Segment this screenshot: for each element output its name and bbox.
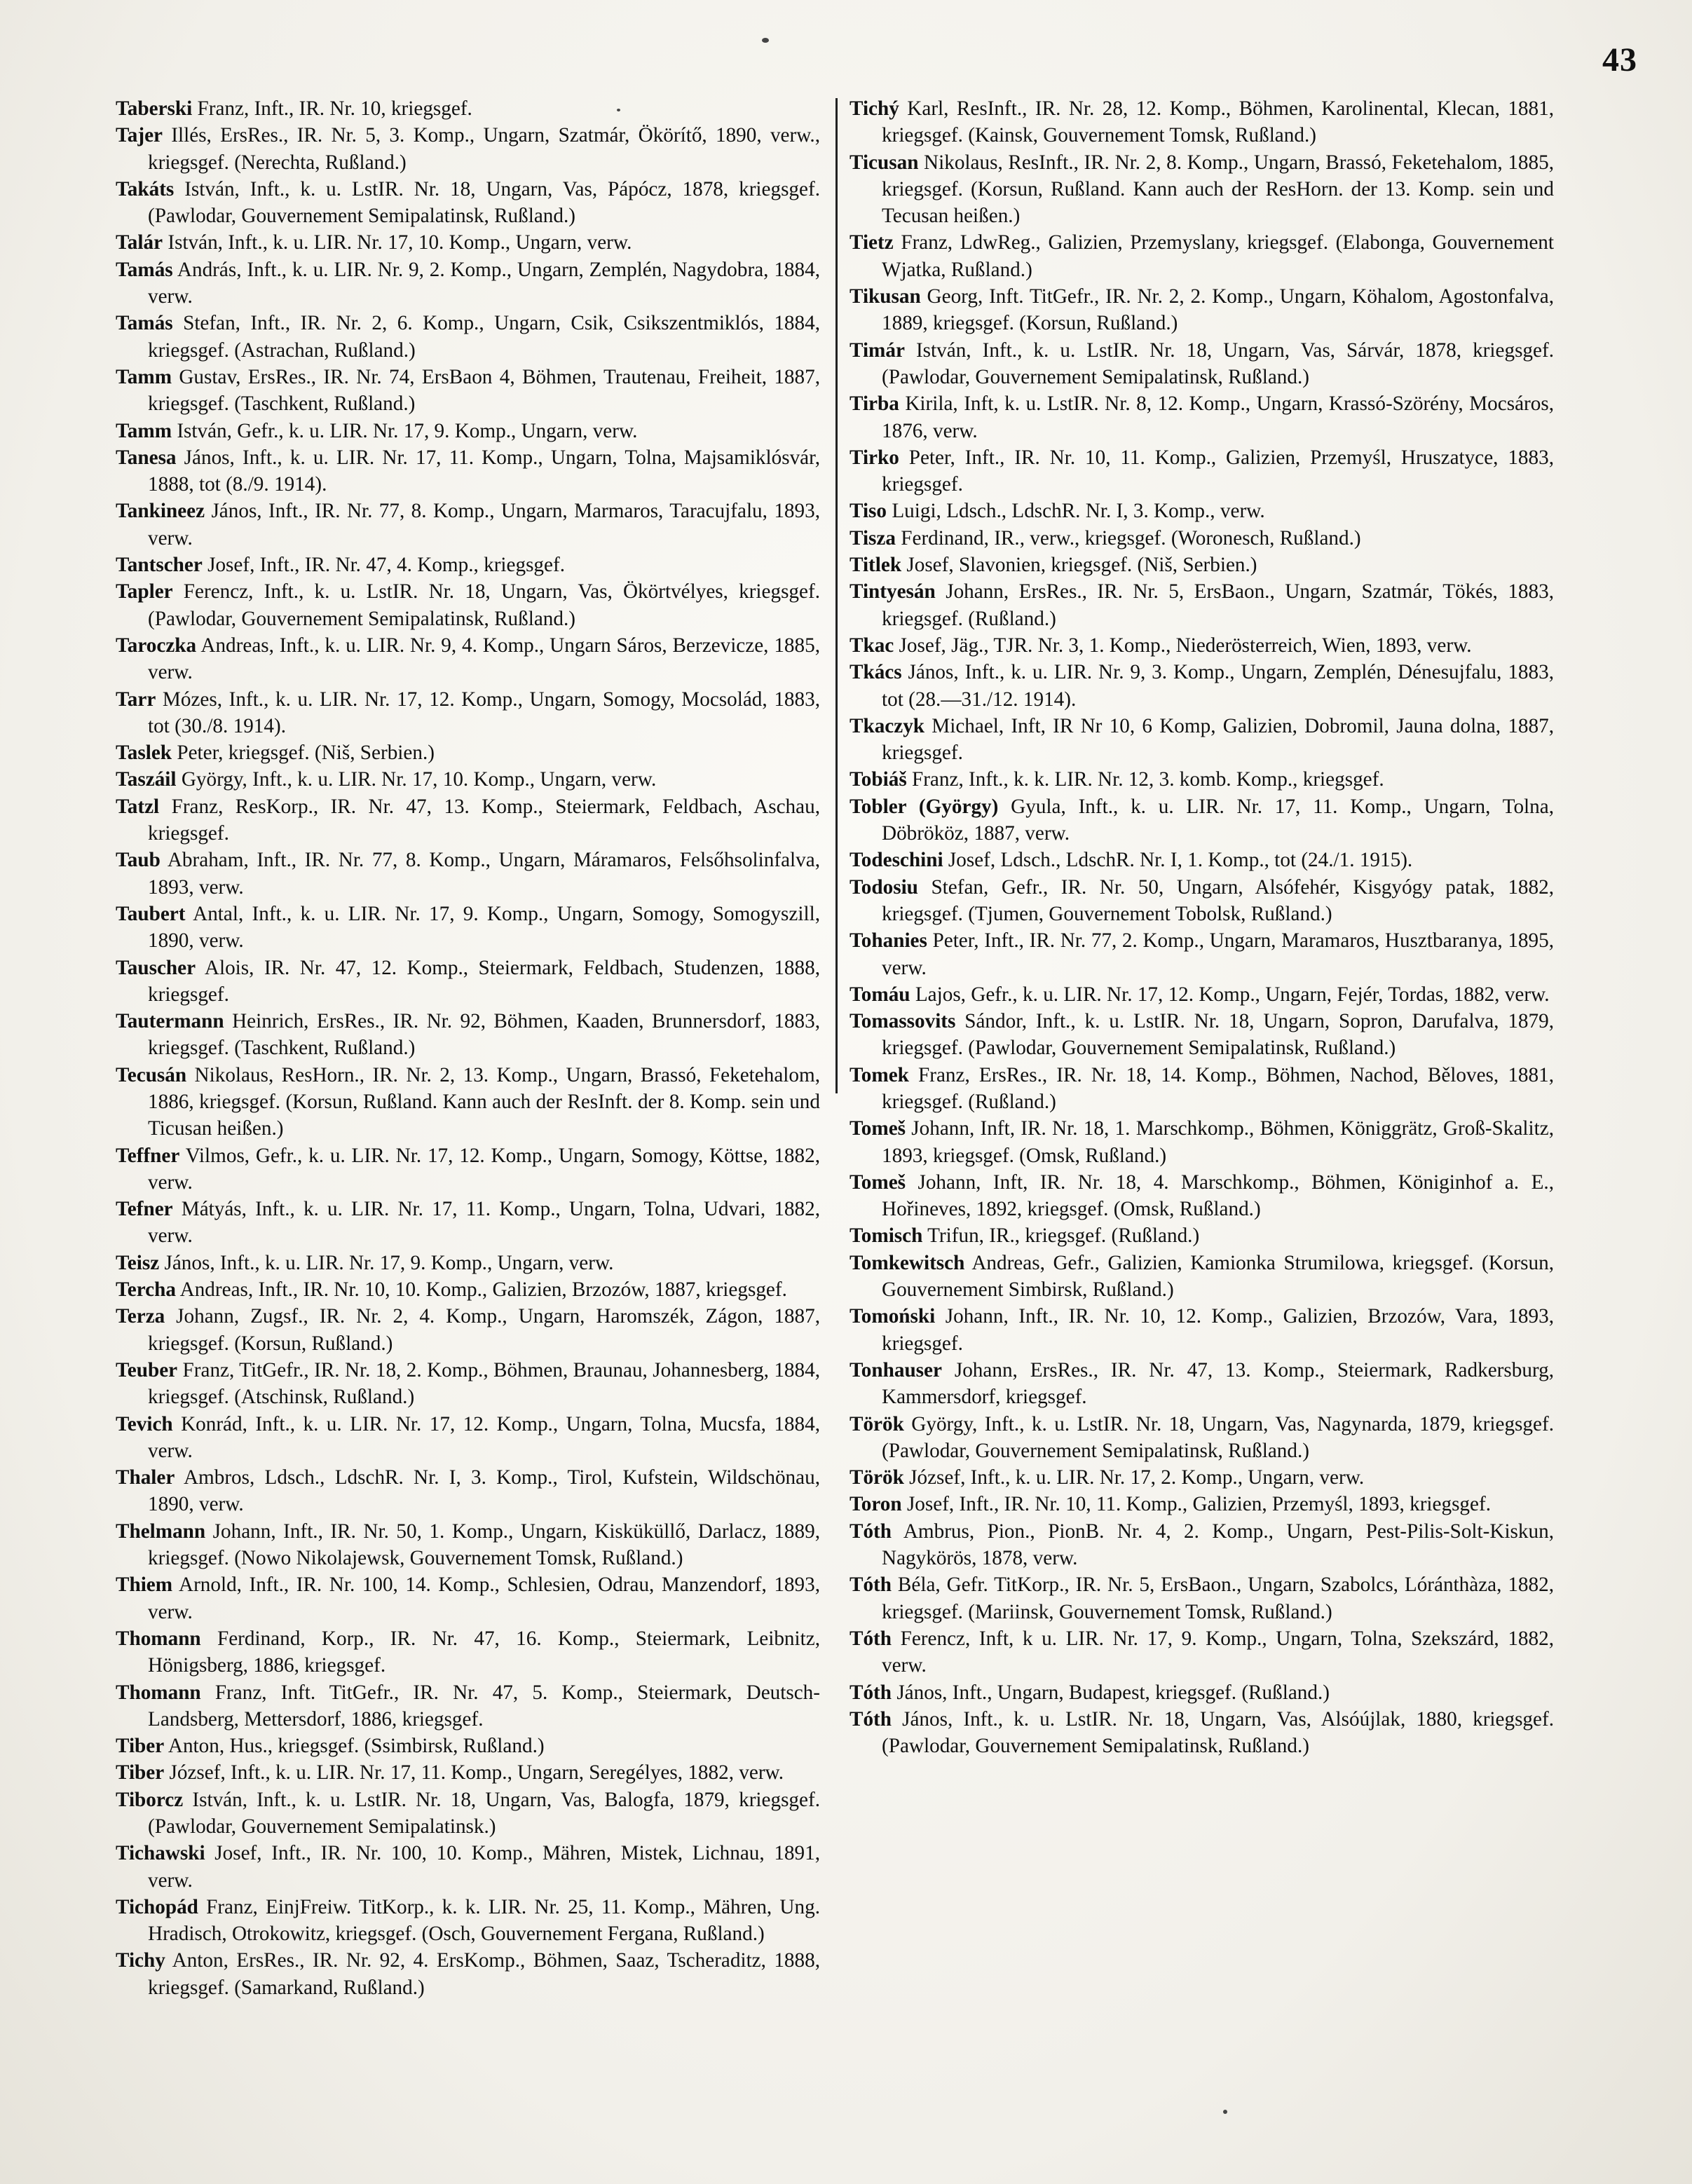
entry-surname: Todeschini [850,849,943,872]
entry-details: Franz, TitGefr., IR. Nr. 18, 2. Komp., Böhmen, Braunau, Johannesberg, 1884, kriegsgef. (Atschinsk, Rußland.) [148,1358,820,1409]
entry-details: Anton, ErsRes., IR. Nr. 92, 4. ErsKomp., Böhmen, Saaz, Tscheraditz, 1888, kriegsgef. (Samarkand, Rußland.) [148,1949,820,1999]
entry-details: Kirila, Inft, k. u. LstIR. Nr. 8, 12. Komp., Ungarn, Krassó-Szörény, Mocsáros, 1876, verw. [882,393,1554,442]
entry-surname: Thiem [116,1574,173,1597]
entry-details: Johann, Inft, IR. Nr. 18, 1. Marschkomp., Böhmen, Königgrätz, Groß-Skalitz, 1893, kriegsgef. (Omsk, Rußland.) [882,1117,1554,1167]
entry-surname: Tomassovits [850,1010,956,1033]
list-item [850,1625,1554,1679]
entry-surname: Tikusan [850,285,921,308]
entry-details: György, Inft., k. u. LIR. Nr. 17, 10. Komp., Ungarn, verw. [176,768,657,791]
entry-details: János, Inft., k. u. LIR. Nr. 17, 11. Komp., Ungarn, Tolna, Majsamiklósvár, 1888, tot (8./9. 1914). [148,446,820,496]
list-item [116,1733,820,1759]
list-item [116,793,820,847]
list-item [116,176,820,230]
entry-details: Franz, EinjFreiw. TitKorp., k. k. LIR. Nr. 25, 11. Komp., Mähren, Ung. Hradisch, Otrokowitz, kriegsgef. (Osch, Gouvernement Fergana, Rußland.) [148,1895,820,1946]
list-item [116,901,820,955]
list-item [116,766,820,793]
entry-details: János, Inft., k. u. LstIR. Nr. 18, Ungarn, Vas, Alsóújlak, 1880, kriegsgef. (Pawlodar, Gouvernement Semipalatinsk, Rußland.) [882,1707,1554,1758]
print-speck [762,38,769,43]
entry-details: Gustav, ErsRes., IR. Nr. 74, ErsBaon 4, Böhmen, Trautenau, Freiheit, 1887, kriegsgef. (Taschkent, Rußland.) [148,365,820,416]
list-item [116,1276,820,1303]
list-item [850,1706,1554,1760]
entry-details: József, Inft., k. u. LIR. Nr. 17, 11. Komp., Ungarn, Seregélyes, 1882, verw. [164,1761,784,1784]
entry-details: Franz, LdwReg., Galizien, Przemyslany, kriegsgef. (Elabonga, Gouvernement Wjatka, Rußland.) [882,231,1554,281]
entry-details: Antal, Inft., k. u. LIR. Nr. 17, 9. Komp., Ungarn, Somogy, Somogyszill, 1890, verw. [148,902,820,953]
list-item [850,525,1554,552]
list-item [116,739,820,766]
entry-surname: Tanesa [116,446,177,469]
entry-surname: Tiber [116,1761,165,1784]
entry-surname: Tatzl [116,795,160,818]
entry-details: János, Inft., k. u. LIR. Nr. 9, 3. Komp., Ungarn, Zemplén, Dénesujfalu, 1883, tot (28.—31./12. 1914). [882,661,1554,711]
entry-details: Sándor, Inft., k. u. LstIR. Nr. 18, Ungarn, Sopron, Darufalva, 1879, kriegsgef. (Pawlodar, Gouvernement Semipalatinsk, Rußland.) [882,1010,1554,1060]
list-item [116,229,820,256]
entry-surname: Tkaczyk [850,714,925,737]
entry-surname: Tkács [850,661,902,684]
list-item [850,793,1554,847]
list-item [116,1787,820,1841]
entry-details: Franz, Inft., IR. Nr. 10, kriegsgef. [192,97,472,120]
entry-details: Karl, ResInft., IR. Nr. 28, 12. Komp., Böhmen, Karolinental, Klecan, 1881, kriegsgef. (Kainsk, Gouvernement Tomsk, Rußland.) [882,97,1554,147]
list-item [116,364,820,418]
list-item [850,229,1554,283]
entry-surname: Tirba [850,393,899,416]
entry-details: István, Inft., k. u. LIR. Nr. 17, 10. Komp., Ungarn, verw. [163,231,632,254]
print-speck [617,109,620,111]
list-item [116,632,820,686]
list-item [850,632,1554,659]
entry-surname: Tóth [850,1681,892,1704]
list-item [850,659,1554,713]
list-item [850,1464,1554,1491]
list-item [850,1115,1554,1169]
entry-surname: Tobler (György) [850,795,999,818]
list-item [850,1357,1554,1411]
list-item [116,686,820,740]
list-item [850,578,1554,632]
entry-surname: Tamm [116,365,172,388]
entry-surname: Tiso [850,500,887,523]
entry-surname: Tóth [850,1574,892,1597]
entry-details: Ferdinand, IR., verw., kriegsgef. (Woronesch, Rußland.) [895,526,1361,550]
entry-surname: Tkac [850,634,894,657]
entry-surname: Tisza [850,526,896,550]
entry-surname: Tomeš [850,1171,906,1194]
list-item [850,498,1554,524]
list-item [116,310,820,364]
list-item [850,1303,1554,1357]
list-item [850,766,1554,793]
entry-surname: Titlek [850,554,902,577]
right-column [850,95,1554,1759]
list-item [116,1008,820,1062]
entry-surname: Török [850,1412,904,1435]
list-item [116,122,820,176]
list-item [116,498,820,552]
entry-surname: Tomoński [850,1305,936,1328]
list-item [116,1464,820,1518]
entry-details: Andreas, Gefr., Galizien, Kamionka Strumilowa, kriegsgef. (Korsun, Gouvernement Simbirsk, Rußland.) [882,1251,1554,1302]
entry-surname: Tapler [116,580,173,603]
list-item [850,337,1554,391]
list-item [116,1679,820,1733]
list-item [116,1303,820,1357]
list-item [116,1518,820,1572]
list-item [850,1222,1554,1249]
entry-details: Arnold, Inft., IR. Nr. 100, 14. Komp., Schlesien, Odrau, Manzendorf, 1893, verw. [148,1574,820,1623]
list-item [116,1062,820,1142]
entry-surname: Tevich [116,1412,173,1435]
entry-details: Johann, Inft, IR. Nr. 18, 4. Marschkomp., Böhmen, Königinhof a. E., Hořineves, 1892, kriegsgef. (Omsk, Rußland.) [882,1171,1554,1221]
entry-details: János, Inft., Ungarn, Budapest, kriegsgef. (Rußland.) [892,1681,1330,1704]
list-item [850,1491,1554,1517]
entry-surname: Tankineez [116,500,205,523]
entry-details: István, Inft., k. u. LstIR. Nr. 18, Ungarn, Vas, Balogfa, 1879, kriegsgef. (Pawlodar, Gouvernement Semipalatinsk.) [148,1788,820,1838]
entry-surname: Toron [850,1493,902,1516]
entry-surname: Taslek [116,742,172,765]
list-item [850,1518,1554,1572]
entry-surname: Timár [850,339,905,362]
entry-details: Johann, Zugsf., IR. Nr. 2, 4. Komp., Ungarn, Haromszék, Zágon, 1887, kriegsgef. (Korsun, Rußland.) [148,1305,820,1355]
entry-details: István, Gefr., k. u. LIR. Nr. 17, 9. Komp., Ungarn, verw. [172,419,638,442]
entry-surname: Tautermann [116,1010,224,1033]
entry-details: Josef, Inft., IR. Nr. 100, 10. Komp., Mähren, Mistek, Lichnau, 1891, verw. [148,1842,820,1892]
entry-details: Anton, Hus., kriegsgef. (Ssimbirsk, Rußland.) [164,1735,545,1758]
entry-surname: Tomek [850,1063,909,1086]
entry-details: János, Inft., IR. Nr. 77, 8. Komp., Ungarn, Marmaros, Taracujfalu, 1893, verw. [148,500,820,550]
list-item [116,1840,820,1894]
entry-surname: Tobiáš [850,768,907,791]
entry-surname: Tomeš [850,1117,906,1140]
list-item [850,552,1554,578]
page-number: 43 [1602,41,1637,79]
list-item [850,1571,1554,1625]
list-item [850,1169,1554,1223]
entry-details: Franz, ErsRes., IR. Nr. 18, 14. Komp., Böhmen, Nachod, Běloves, 1881, kriegsgef. (Rußland.) [882,1063,1554,1113]
entry-details: Illés, ErsRes., IR. Nr. 5, 3. Komp., Ungarn, Szatmár, Ökörítő, 1890, verw., kriegsgef. (Nerechta, Rußland.) [148,124,820,174]
entry-surname: Tichy [116,1949,165,1972]
entry-details: Josef, Ldsch., LdschR. Nr. I, 1. Komp., tot (24./1. 1915). [943,849,1413,872]
entry-surname: Tóth [850,1627,892,1650]
entry-details: Michael, Inft, IR Nr 10, 6 Komp, Galizien, Dobromil, Jauna dolna, 1887, kriegsgef. [882,714,1554,765]
entry-details: István, Inft., k. u. LstIR. Nr. 18, Ungarn, Vas, Sárvár, 1878, kriegsgef. (Pawlodar, Gouvernement Semipalatinsk, Rußland.) [882,339,1554,388]
entry-details: Trifun, IR., kriegsgef. (Rußland.) [922,1224,1200,1248]
entry-surname: Thomann [116,1627,201,1650]
list-item [850,1008,1554,1062]
list-item [850,444,1554,498]
entry-surname: Taub [116,849,161,872]
entry-details: Alois, IR. Nr. 47, 12. Komp., Steiermark, Feldbach, Studenzen, 1888, kriegsgef. [148,956,820,1006]
list-item [850,390,1554,444]
entry-surname: Ticusan [850,151,919,174]
list-item [850,95,1554,149]
list-item [116,1894,820,1948]
entry-surname: Tomkewitsch [850,1251,965,1274]
entry-surname: Tichý [850,97,899,120]
entry-surname: Tarr [116,688,156,711]
entry-details: Georg, Inft. TitGefr., IR. Nr. 2, 2. Komp., Ungarn, Köhalom, Agostonfalva, 1889, kriegsgef. (Korsun, Rußland.) [882,285,1554,335]
entry-details: Franz, ResKorp., IR. Nr. 47, 13. Komp., Steiermark, Feldbach, Aschau, kriegsgef. [148,795,820,845]
entry-surname: Tohanies [850,929,927,953]
list-item [850,981,1554,1008]
entry-surname: Talár [116,231,163,254]
list-item [116,1625,820,1679]
entry-details: Peter, Inft., IR. Nr. 10, 11. Komp., Galizien, Przemyśl, Hruszatyce, 1883, kriegsgef. [882,446,1554,496]
entry-surname: Tietz [850,231,894,254]
entry-surname: Tefner [116,1198,173,1221]
entry-surname: Tamm [116,419,172,442]
entry-surname: Tóth [850,1520,892,1543]
entry-details: Nikolaus, ResInft., IR. Nr. 2, 8. Komp., Ungarn, Brassó, Feketehalom, 1885, kriegsgef. (Korsun, Rußland. Kann auch der ResHorn. der 13. Komp. sein und Tecusan heißen.) [882,151,1554,228]
entry-details: Ferencz, Inft, k u. LIR. Nr. 17, 9. Komp., Ungarn, Tolna, Szekszárd, 1882, verw. [882,1627,1554,1677]
entry-surname: Tiber [116,1735,165,1758]
entry-details: Andreas, Inft., IR. Nr. 10, 10. Komp., Galizien, Brzozów, 1887, kriegsgef. [175,1278,787,1302]
list-item [850,1250,1554,1304]
list-item [116,1947,820,2001]
entry-details: Ambrus, Pion., PionB. Nr. 4, 2. Komp., Ungarn, Pest-Pilis-Solt-Kiskun, Nagykörös, 1878, verw. [882,1520,1554,1570]
list-item [850,874,1554,928]
entry-surname: Tajer [116,124,163,147]
entry-details: Johann, Inft., IR. Nr. 10, 12. Komp., Galizien, Brzozów, Vara, 1893, kriegsgef. [882,1305,1554,1355]
list-item [116,1759,820,1786]
entry-surname: Tichopád [116,1895,198,1918]
entry-details: Vilmos, Gefr., k. u. LIR. Nr. 17, 12. Komp., Ungarn, Somogy, Köttse, 1882, verw. [148,1144,820,1194]
list-item [116,95,820,122]
entry-details: Andreas, Inft., k. u. LIR. Nr. 9, 4. Komp., Ungarn Sáros, Berzevicze, 1885, verw. [148,634,820,684]
entry-details: Peter, Inft., IR. Nr. 77, 2. Komp., Ungarn, Maramaros, Husztbaranya, 1895, verw. [882,929,1554,979]
entry-details: Nikolaus, ResHorn., IR. Nr. 2, 13. Komp., Ungarn, Brassó, Feketehalom, 1886, kriegsgef. (Korsun, Rußland. Kann auch der ResInft. der 8. Komp. sein und Ticusan heißen.) [148,1063,820,1140]
entry-details: Stefan, Gefr., IR. Nr. 50, Ungarn, Alsófehér, Kisgyógy patak, 1882, kriegsgef. (Tjumen, Gouvernement Tobolsk, Rußland.) [882,875,1554,925]
entry-details: Johann, ErsRes., IR. Nr. 47, 13. Komp., Steiermark, Radkersburg, Kammersdorf, kriegsgef. [882,1358,1554,1409]
entry-surname: Tauscher [116,956,196,979]
list-item [116,1357,820,1411]
entry-details: Ferencz, Inft., k. u. LstIR. Nr. 18, Ungarn, Vas, Ökörtvélyes, kriegsgef. (Pawlodar, Gouvernement Semipalatinsk, Rußland.) [148,580,820,630]
list-item [116,257,820,310]
entry-surname: Thaler [116,1466,175,1489]
entry-surname: Teffner [116,1144,180,1167]
entry-details: Lajos, Gefr., k. u. LIR. Nr. 17, 12. Komp., Ungarn, Fejér, Tordas, 1882, verw. [910,983,1550,1006]
print-speck [1223,2110,1227,2114]
list-item [116,444,820,498]
entry-surname: Taubert [116,902,186,925]
entry-details: Franz, Inft., k. k. LIR. Nr. 12, 3. komb. Komp., kriegsgef. [906,768,1384,791]
list-item [850,927,1554,981]
entry-details: János, Inft., k. u. LIR. Nr. 17, 9. Komp., Ungarn, verw. [159,1251,614,1274]
entry-surname: Tecusán [116,1063,187,1086]
list-item [116,1571,820,1625]
entry-surname: Tintyesán [850,580,936,603]
list-item [850,1679,1554,1706]
entry-surname: Tóth [850,1707,892,1731]
list-item [850,1062,1554,1116]
entry-surname: Tamás [116,312,173,335]
entry-surname: Terza [116,1305,165,1328]
entry-surname: Taszáil [116,768,177,791]
entry-surname: Tamás [116,258,173,281]
entry-details: Johann, Inft., IR. Nr. 50, 1. Komp., Ungarn, Kisküküllő, Darlacz, 1889, kriegsgef. (Nowo Nikolajewsk, Gouvernement Tomsk, Rußland.) [148,1520,820,1570]
entry-details: Heinrich, ErsRes., IR. Nr. 92, Böhmen, Kaaden, Brunnersdorf, 1883, kriegsgef. (Taschkent, Rußland.) [148,1010,820,1060]
list-item [116,1250,820,1276]
entry-details: Josef, Inft., IR. Nr. 47, 4. Komp., kriegsgef. [202,554,565,577]
list-item [850,149,1554,230]
entry-details: Mátyás, Inft., k. u. LIR. Nr. 17, 11. Komp., Ungarn, Tolna, Udvari, 1882, verw. [148,1198,820,1248]
entry-details: Josef, Inft., IR. Nr. 10, 11. Komp., Galizien, Przemyśl, 1893, kriegsgef. [901,1493,1491,1516]
entry-details: Johann, ErsRes., IR. Nr. 5, ErsBaon., Ungarn, Szatmár, Tökés, 1883, kriegsgef. (Rußland.) [882,580,1554,630]
entry-details: István, Inft., k. u. LstIR. Nr. 18, Ungarn, Vas, Pápócz, 1878, kriegsgef. (Pawlodar, Gouvernement Semipalatinsk, Rußland.) [148,177,820,228]
list-item [116,418,820,444]
entry-details: György, Inft., k. u. LstIR. Nr. 18, Ungarn, Vas, Nagynarda, 1879, kriegsgef. (Pawlodar, Gouvernement Semipalatinsk, Rußland.) [882,1412,1554,1462]
entry-surname: Taberski [116,97,193,120]
entry-surname: Taroczka [116,634,197,657]
entry-surname: Todosiu [850,875,918,899]
entry-surname: Thomann [116,1681,201,1704]
entry-details: Stefan, Inft., IR. Nr. 2, 6. Komp., Ungarn, Csik, Csikszentmiklós, 1884, kriegsgef. (Astrachan, Rußland.) [148,312,820,362]
list-item [850,847,1554,873]
entry-surname: Takáts [116,177,175,200]
entry-details: Luigi, Ldsch., LdschR. Nr. I, 3. Komp., verw. [887,500,1265,523]
entry-surname: Tercha [116,1278,176,1302]
entry-details: Peter, kriegsgef. (Niš, Serbien.) [172,742,435,765]
entry-surname: Tomáu [850,983,910,1006]
entry-surname: Tichawski [116,1842,205,1865]
entry-surname: Tonhauser [850,1358,942,1381]
list-item [850,283,1554,337]
list-item [850,713,1554,767]
entry-details: András, Inft., k. u. LIR. Nr. 9, 2. Komp., Ungarn, Zemplén, Nagydobra, 1884, verw. [148,258,820,308]
entry-surname: Tirko [850,446,899,469]
entry-details: Mózes, Inft., k. u. LIR. Nr. 17, 12. Komp., Ungarn, Somogy, Mocsolád, 1883, tot (30./8. 1914). [148,688,820,737]
entry-details: Josef, Jäg., TJR. Nr. 3, 1. Komp., Niederösterreich, Wien, 1893, verw. [894,634,1472,657]
entry-details: Konrád, Inft., k. u. LIR. Nr. 17, 12. Komp., Ungarn, Tolna, Mucsfa, 1884, verw. [148,1412,820,1462]
entry-details: Josef, Slavonien, kriegsgef. (Niš, Serbien.) [901,554,1257,577]
entry-surname: Thelmann [116,1520,206,1543]
entry-surname: Tiborcz [116,1788,184,1811]
list-item [850,1411,1554,1465]
left-column [116,95,820,2001]
entry-surname: Tomisch [850,1224,923,1248]
list-item [116,847,820,901]
entry-surname: Török [850,1466,904,1489]
entry-details: Gyula, Inft., k. u. LIR. Nr. 17, 11. Komp., Ungarn, Tolna, Döbrököz, 1887, verw. [882,795,1555,845]
entry-details: Ambros, Ldsch., LdschR. Nr. I, 3. Komp., Tirol, Kufstein, Wildschönau, 1890, verw. [148,1466,820,1516]
list-item [116,578,820,632]
column-divider [835,98,838,1093]
entry-details: Béla, Gefr. TitKorp., IR. Nr. 5, ErsBaon., Ungarn, Szabolcs, Lóránthàza, 1882, kriegsgef. (Mariinsk, Gouvernement Tomsk, Rußland.) [882,1574,1554,1623]
entry-surname: Teisz [116,1251,160,1274]
list-item [116,1196,820,1250]
list-item [116,1142,820,1196]
list-item [116,552,820,578]
entry-details: Ferdinand, Korp., IR. Nr. 47, 16. Komp., Steiermark, Leibnitz, Hönigsberg, 1886, kriegsgef. [148,1627,820,1677]
list-item [116,955,820,1009]
entry-details: Abraham, Inft., IR. Nr. 77, 8. Komp., Ungarn, Máramaros, Felsőhsolinfalva, 1893, verw. [148,849,820,899]
entry-surname: Teuber [116,1358,178,1381]
entry-details: Franz, Inft. TitGefr., IR. Nr. 47, 5. Komp., Steiermark, Deutsch-Landsberg, Mettersdorf, 1886, kriegsgef. [148,1681,820,1731]
entry-details: József, Inft., k. u. LIR. Nr. 17, 2. Komp., Ungarn, verw. [903,1466,1365,1489]
entry-surname: Tantscher [116,554,203,577]
list-item [116,1411,820,1465]
